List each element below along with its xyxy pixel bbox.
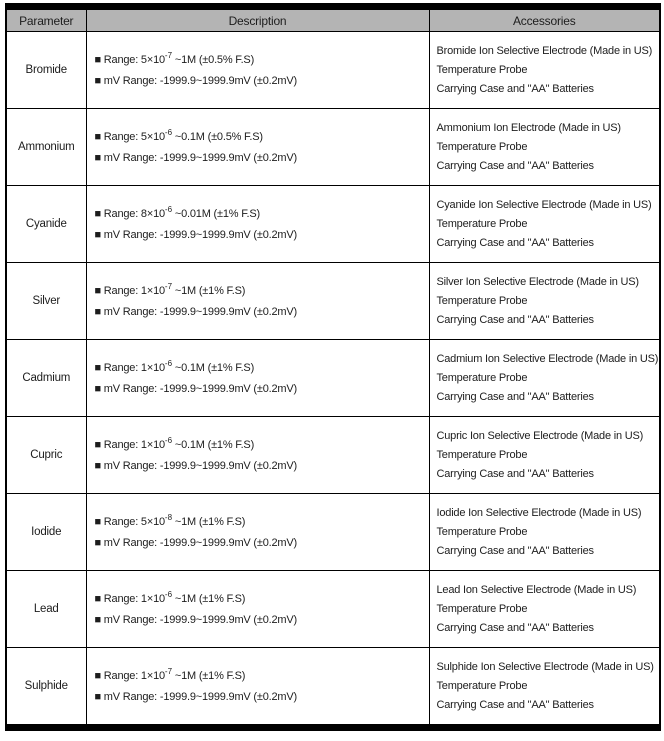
accessories-cell xyxy=(429,494,660,571)
accessory-electrode: Iodide Ion Selective Electrode (Made in US) xyxy=(436,506,642,519)
range-line xyxy=(95,127,425,148)
range-line xyxy=(95,589,425,610)
table-row xyxy=(6,340,660,417)
electrode-spec-table xyxy=(5,9,661,725)
range-line xyxy=(95,281,425,302)
accessory-temperature-probe: Temperature Probe xyxy=(436,294,528,307)
mv-range-line: ■ mV Range: -1999.9~1999.9mV (±0.2mV) xyxy=(94,382,297,395)
description-cell xyxy=(86,494,429,571)
mv-range-line: ■ mV Range: -1999.9~1999.9mV (±0.2mV) xyxy=(94,536,297,549)
range-exponent: -6 xyxy=(164,358,173,368)
table-row xyxy=(6,186,660,263)
mv-range-line: ■ mV Range: -1999.9~1999.9mV (±0.2mV) xyxy=(94,305,297,318)
table-body xyxy=(6,32,660,725)
range-exponent: -7 xyxy=(164,666,173,676)
table-row xyxy=(6,494,660,571)
parameter-cell: Cupric xyxy=(6,417,86,494)
accessory-case-batteries: Carrying Case and "AA" Batteries xyxy=(436,698,594,711)
accessories-cell xyxy=(429,186,660,263)
accessory-case-batteries: Carrying Case and "AA" Batteries xyxy=(436,159,594,172)
range-text-post: ~1M (±0.5% F.S) xyxy=(172,53,255,66)
range-line xyxy=(95,358,425,379)
accessory-temperature-probe: Temperature Probe xyxy=(436,448,528,461)
parameter-cell: Cyanide xyxy=(6,186,86,263)
range-text-post: ~1M (±1% F.S) xyxy=(172,592,246,605)
accessory-electrode: Sulphide Ion Selective Electrode (Made in US) xyxy=(436,660,654,673)
parameter-cell: Ammonium xyxy=(6,109,86,186)
accessory-electrode: Cyanide Ion Selective Electrode (Made in US) xyxy=(436,198,652,211)
accessories-cell xyxy=(429,417,660,494)
description-cell xyxy=(86,32,429,109)
range-line xyxy=(95,435,425,456)
mv-range-line: ■ mV Range: -1999.9~1999.9mV (±0.2mV) xyxy=(94,151,297,164)
accessory-electrode: Cupric Ion Selective Electrode (Made in US) xyxy=(436,429,644,442)
range-text-post: ~1M (±1% F.S) xyxy=(172,284,246,297)
range-exponent: -6 xyxy=(164,204,173,214)
range-text-pre: ■ Range: 1×10 xyxy=(94,284,165,297)
accessories-cell xyxy=(429,32,660,109)
description-cell xyxy=(86,340,429,417)
range-text-pre: ■ Range: 5×10 xyxy=(94,53,165,66)
accessory-electrode: Cadmium Ion Selective Electrode (Made in US) xyxy=(436,352,659,365)
range-text-pre: ■ Range: 1×10 xyxy=(94,438,165,451)
table-row xyxy=(6,648,660,725)
table-row xyxy=(6,417,660,494)
range-text-post: ~1M (±1% F.S) xyxy=(172,515,246,528)
accessories-cell xyxy=(429,648,660,725)
accessory-case-batteries: Carrying Case and "AA" Batteries xyxy=(436,390,594,403)
range-text-post: ~0.01M (±1% F.S) xyxy=(172,207,260,220)
range-text-pre: ■ Range: 1×10 xyxy=(94,592,165,605)
range-exponent: -8 xyxy=(164,512,173,522)
parameter-cell: Cadmium xyxy=(6,340,86,417)
table-row xyxy=(6,571,660,648)
range-line xyxy=(95,512,425,533)
accessory-case-batteries: Carrying Case and "AA" Batteries xyxy=(436,544,594,557)
parameter-cell: Sulphide xyxy=(6,648,86,725)
parameter-cell: Iodide xyxy=(6,494,86,571)
description-cell xyxy=(86,109,429,186)
table-row xyxy=(6,263,660,340)
accessory-electrode: Silver Ion Selective Electrode (Made in US) xyxy=(436,275,639,288)
range-exponent: -7 xyxy=(164,281,173,291)
description-cell xyxy=(86,263,429,340)
electrode-spec-table-wrap xyxy=(5,3,661,731)
parameter-cell: Silver xyxy=(6,263,86,340)
range-exponent: -6 xyxy=(164,589,173,599)
column-header-parameter: Parameter xyxy=(6,10,86,32)
parameter-cell: Lead xyxy=(6,571,86,648)
accessory-electrode: Bromide Ion Selective Electrode (Made in US) xyxy=(436,44,653,57)
table-row xyxy=(6,109,660,186)
range-text-pre: ■ Range: 1×10 xyxy=(94,361,165,374)
accessory-temperature-probe: Temperature Probe xyxy=(436,140,528,153)
description-cell xyxy=(86,571,429,648)
range-line xyxy=(95,204,425,225)
description-cell xyxy=(86,648,429,725)
range-text-post: ~1M (±1% F.S) xyxy=(172,669,246,682)
accessory-case-batteries: Carrying Case and "AA" Batteries xyxy=(436,313,594,326)
column-header-accessories: Accessories xyxy=(429,10,660,32)
range-text-pre: ■ Range: 5×10 xyxy=(94,130,165,143)
range-line xyxy=(95,666,425,687)
table-header xyxy=(6,10,660,32)
range-text-post: ~0.1M (±1% F.S) xyxy=(172,361,255,374)
description-cell xyxy=(86,417,429,494)
accessory-electrode: Ammonium Ion Electrode (Made in US) xyxy=(436,121,621,134)
column-header-description: Description xyxy=(86,10,429,32)
mv-range-line: ■ mV Range: -1999.9~1999.9mV (±0.2mV) xyxy=(94,74,297,87)
range-exponent: -6 xyxy=(164,435,173,445)
range-exponent: -6 xyxy=(164,127,173,137)
range-text-post: ~0.1M (±1% F.S) xyxy=(172,438,255,451)
accessories-cell xyxy=(429,263,660,340)
accessory-case-batteries: Carrying Case and "AA" Batteries xyxy=(436,82,594,95)
table-row xyxy=(6,32,660,109)
range-line xyxy=(95,50,425,71)
accessories-cell xyxy=(429,340,660,417)
mv-range-line: ■ mV Range: -1999.9~1999.9mV (±0.2mV) xyxy=(94,613,297,626)
accessory-temperature-probe: Temperature Probe xyxy=(436,217,528,230)
mv-range-line: ■ mV Range: -1999.9~1999.9mV (±0.2mV) xyxy=(94,690,297,703)
range-text-pre: ■ Range: 8×10 xyxy=(94,207,165,220)
range-text-pre: ■ Range: 5×10 xyxy=(94,515,165,528)
mv-range-line: ■ mV Range: -1999.9~1999.9mV (±0.2mV) xyxy=(94,228,297,241)
range-text-pre: ■ Range: 1×10 xyxy=(94,669,165,682)
accessory-temperature-probe: Temperature Probe xyxy=(436,525,528,538)
accessory-case-batteries: Carrying Case and "AA" Batteries xyxy=(436,236,594,249)
range-exponent: -7 xyxy=(164,50,173,60)
accessory-temperature-probe: Temperature Probe xyxy=(436,602,528,615)
range-text-post: ~0.1M (±0.5% F.S) xyxy=(172,130,263,143)
accessory-temperature-probe: Temperature Probe xyxy=(436,679,528,692)
parameter-cell: Bromide xyxy=(6,32,86,109)
accessories-cell xyxy=(429,109,660,186)
mv-range-line: ■ mV Range: -1999.9~1999.9mV (±0.2mV) xyxy=(94,459,297,472)
description-cell xyxy=(86,186,429,263)
accessory-case-batteries: Carrying Case and "AA" Batteries xyxy=(436,467,594,480)
accessory-temperature-probe: Temperature Probe xyxy=(436,371,528,384)
header-row xyxy=(6,10,660,32)
accessory-temperature-probe: Temperature Probe xyxy=(436,63,528,76)
accessory-case-batteries: Carrying Case and "AA" Batteries xyxy=(436,621,594,634)
accessory-electrode: Lead Ion Selective Electrode (Made in US) xyxy=(436,583,637,596)
accessories-cell xyxy=(429,571,660,648)
